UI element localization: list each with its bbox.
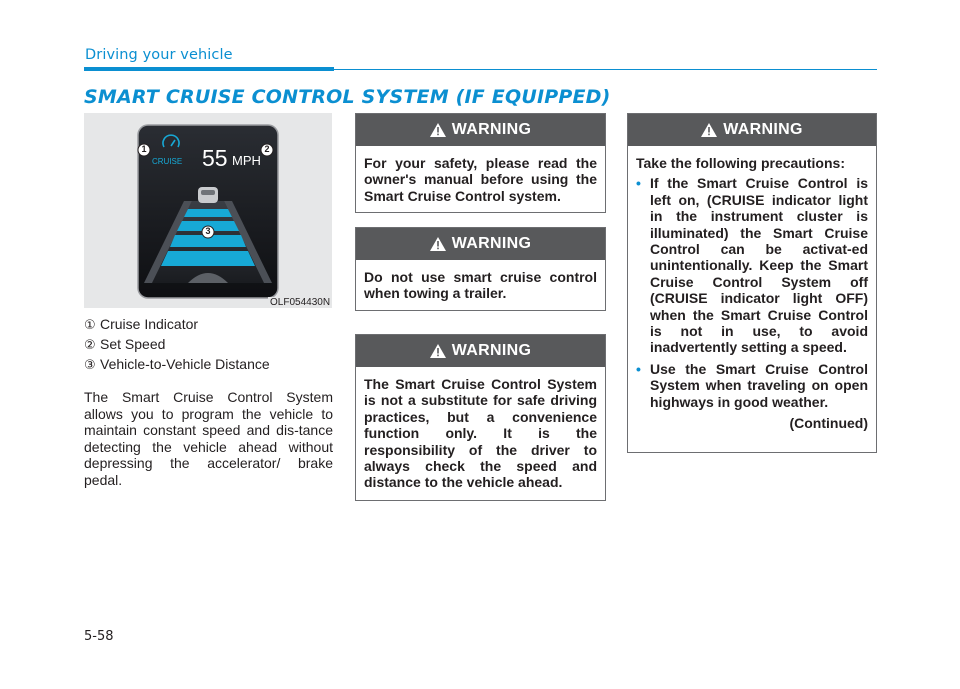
warning-text: The Smart Cruise Control System is not a substitute for safe driving practices, but a convenience function only. It is the responsibility of the driver to always check the speed and distance to the vehicle ahead. (364, 376, 597, 491)
section-label: Driving your vehicle (85, 47, 233, 63)
header-rule-thick (84, 67, 334, 71)
warning-triangle-icon (430, 344, 446, 358)
callout-2: 2 (264, 144, 270, 154)
warning-header: WARNING (356, 114, 605, 146)
precaution-list (636, 175, 868, 410)
figure-code: OLF054430N (270, 297, 331, 308)
cruise-label: CRUISE (152, 157, 183, 166)
bullet-icon: • (636, 175, 641, 192)
warning-box-2 (355, 227, 606, 311)
list-item: • If the Smart Cruise Control is left on, (CRUISE indicator light in the instrument cluster is illuminated) the Smart Cruise Control can be activat-ed unintentionally. Keep the Smart Cruise Control System off (CRUISE indicator light OFF) when the Smart Cruise Control is not in use, to avoid inadvertently setting a speed. (636, 175, 868, 356)
continued-label: (Continued) (789, 415, 868, 432)
legend-label: Cruise Indicator (100, 316, 199, 332)
cluster-figure (84, 113, 332, 308)
page-title: SMART CRUISE CONTROL SYSTEM (IF EQUIPPED) (84, 86, 611, 108)
warning-intro: Take the following precautions: (636, 155, 845, 171)
legend-label: Vehicle-to-Vehicle Distance (100, 356, 270, 372)
warning-header: WARNING (356, 335, 605, 367)
warning-header: WARNING (628, 114, 876, 146)
warning-triangle-icon (430, 237, 446, 251)
speed-unit: MPH (232, 153, 261, 168)
legend-item: ② Set Speed (84, 336, 166, 353)
legend-label: Set Speed (100, 336, 166, 352)
header-rule-thin (334, 69, 877, 70)
set-speed-value: 55 (202, 145, 228, 171)
warning-text: Do not use smart cruise control when towing a trailer. (364, 269, 597, 302)
legend-item: ③ Vehicle-to-Vehicle Distance (84, 356, 270, 373)
bullet-icon: • (636, 360, 641, 377)
warning-header: WARNING (356, 228, 605, 260)
warning-text: For your safety, please read the owner's manual before using the Smart Cruise Control system. (364, 155, 597, 204)
cluster-display-illustration (84, 113, 332, 308)
callout-3: 3 (205, 226, 211, 236)
callout-1: 1 (141, 144, 147, 154)
legend-item: ① Cruise Indicator (84, 316, 199, 333)
list-item: • Use the Smart Cruise Control System when traveling on open highways in good weather. (636, 360, 868, 410)
page-number: 5-58 (84, 629, 114, 644)
warning-triangle-icon (430, 123, 446, 137)
warning-box-3 (355, 334, 606, 501)
warning-box-1 (355, 113, 606, 213)
body-paragraph: The Smart Cruise Control System allows you to program the vehicle to maintain constant speed and dis-tance detecting the vehicle ahead without depressing the accelerator/ brake pedal. (84, 389, 333, 488)
warning-text (628, 146, 876, 442)
warning-triangle-icon (701, 123, 717, 137)
warning-box-4 (627, 113, 877, 453)
